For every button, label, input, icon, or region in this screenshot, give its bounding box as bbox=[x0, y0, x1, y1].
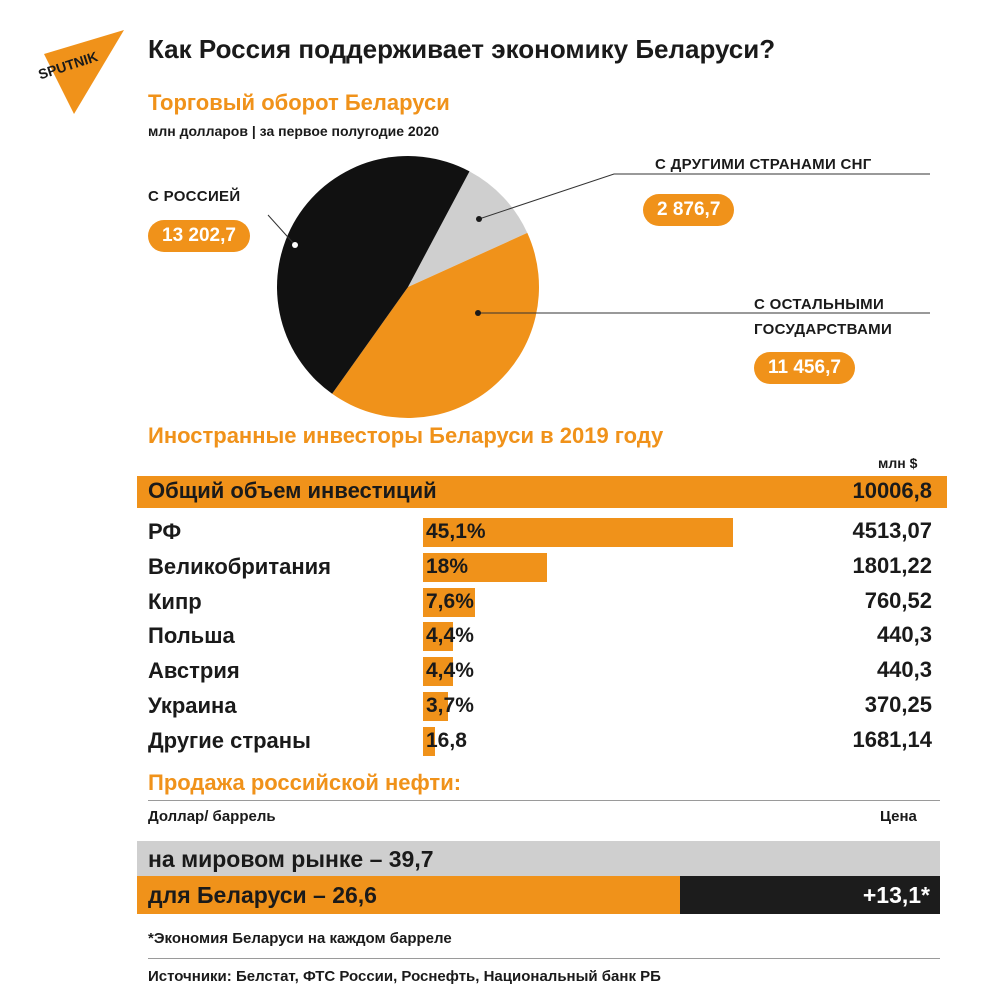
trade-subheading: млн долларов | за первое полугодие 2020 bbox=[148, 123, 440, 139]
oil-belarus-text: для Беларуси – 26,6 bbox=[148, 882, 377, 908]
total-label: Общий объем инвестиций bbox=[148, 478, 437, 503]
investor-pct: 3,7% bbox=[426, 694, 474, 717]
pie-value-cis: 2 876,7 bbox=[643, 194, 734, 226]
investor-name: Великобритания bbox=[148, 554, 331, 579]
oil-unit-right: Цена bbox=[880, 808, 917, 825]
investor-value: 4513,07 bbox=[852, 518, 932, 543]
trade-heading: Торговый оборот Беларуси bbox=[148, 90, 450, 115]
leader-cis-dot bbox=[476, 216, 482, 222]
sources-divider bbox=[148, 958, 940, 959]
investor-pct: 4,4% bbox=[426, 624, 474, 647]
leader-others-dot bbox=[475, 310, 481, 316]
pie-value-others: 11 456,7 bbox=[754, 352, 855, 384]
investor-name: Австрия bbox=[148, 658, 240, 683]
investor-pct: 4,4% bbox=[426, 659, 474, 682]
oil-saving-text: +13,1* bbox=[862, 882, 930, 908]
pie-label-others-1: С ОСТАЛЬНЫМИ bbox=[754, 296, 885, 313]
pie-label-others-2: ГОСУДАРСТВАМИ bbox=[754, 321, 893, 338]
investor-pct: 7,6% bbox=[426, 590, 474, 613]
pie-value-russia: 13 202,7 bbox=[148, 220, 250, 252]
investor-pct: 45,1% bbox=[426, 520, 486, 543]
investor-name: Другие страны bbox=[148, 728, 311, 753]
investor-name: Польша bbox=[148, 623, 235, 648]
investor-value: 760,52 bbox=[864, 588, 932, 613]
investor-value: 370,25 bbox=[864, 692, 932, 717]
oil-footnote: *Экономия Беларуси на каждом барреле bbox=[148, 930, 452, 947]
pie-label-cis: С ДРУГИМИ СТРАНАМИ СНГ bbox=[655, 156, 872, 173]
oil-heading: Продажа российской нефти: bbox=[148, 770, 462, 795]
investor-pct: 16,8 bbox=[426, 729, 467, 752]
investors-unit: млн $ bbox=[878, 455, 918, 471]
sources-text: Источники: Белстат, ФТС России, Роснефть, Национальный банк РБ bbox=[148, 968, 661, 985]
investor-value: 1681,14 bbox=[852, 727, 932, 752]
investor-name: РФ bbox=[148, 519, 182, 544]
oil-unit-left: Доллар/ баррель bbox=[148, 808, 276, 825]
logo-text: SPUTNIK bbox=[36, 48, 100, 83]
investor-value: 440,3 bbox=[876, 657, 932, 682]
investor-value: 440,3 bbox=[876, 622, 932, 647]
investor-name: Украина bbox=[148, 693, 237, 718]
total-value: 10006,8 bbox=[852, 478, 932, 503]
investors-heading: Иностранные инвесторы Беларуси в 2019 году bbox=[148, 423, 664, 448]
oil-world-text: на мировом рынке – 39,7 bbox=[148, 846, 434, 872]
investor-name: Кипр bbox=[148, 589, 202, 614]
investor-value: 1801,22 bbox=[852, 553, 932, 578]
investor-pct: 18% bbox=[426, 555, 469, 578]
oil-divider bbox=[148, 800, 940, 801]
page-title: Как Россия поддерживает экономику Беларуси? bbox=[148, 34, 776, 64]
leader-russia-dot bbox=[292, 242, 298, 248]
pie-label-russia: С РОССИЕЙ bbox=[148, 188, 241, 205]
